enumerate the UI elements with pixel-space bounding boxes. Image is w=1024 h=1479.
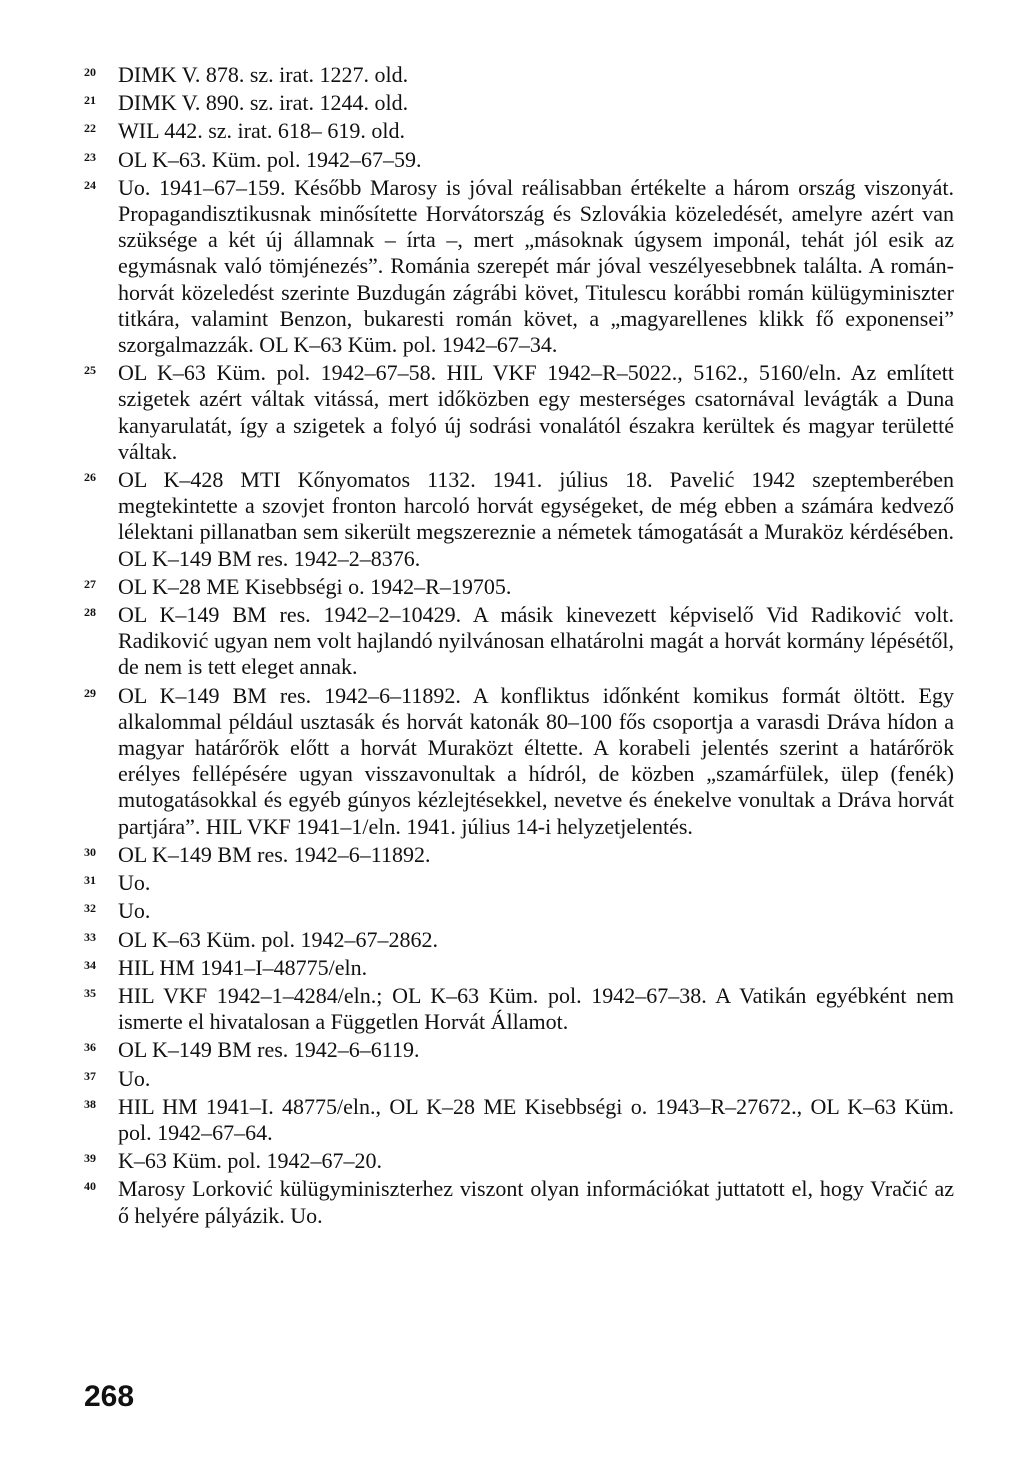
footnote-text: OL K–149 BM res. 1942–2–10429. A másik kinevezett képviselő Vid Radiković volt. Radiković ugyan nem volt hajlandó nyilvánosan elhatárolni magát a horvát kormány lépésétől, de nem is tett eleget annak. — [118, 602, 954, 680]
footnote-text: DIMK V. 890. sz. irat. 1244. old. — [118, 90, 409, 116]
footnote-number: 38 — [84, 1096, 96, 1111]
footnote-number: 21 — [84, 93, 96, 108]
footnote — [84, 842, 954, 868]
footnote — [84, 602, 954, 681]
footnote — [84, 1066, 954, 1092]
footnote — [84, 62, 954, 88]
footnote-number: 35 — [84, 985, 96, 1000]
footnote — [84, 90, 954, 116]
footnote-text: OL K–149 BM res. 1942–6–11892. A konfliktus időnként komikus formát öltött. Egy alkalommal például usztasák és horvát katonák 80–100 fős csoportja a varasdi Dráva hídon a magyar határőrök előtt a horvát Muraközt éltette. A korabeli jelentés szerint a határőrök erélyes fellépésére ugyan visszavonultak a hídról, de közben „szamárfülek, ülep (fenék) mutogatásokkal és egyéb gúnyos kézlejtésekkel, nevetve és énekelve vonultak a Dráva horvát partjára”. HIL VKF 1941–1/eln. 1941. július 14-i helyzetjelentés. — [118, 682, 954, 839]
footnote-number: 37 — [84, 1068, 96, 1083]
footnote-number: 36 — [84, 1040, 96, 1055]
footnote-text: Uo. 1941–67–159. Később Marosy is jóval reálisabban értékelte a három ország viszonyát. Propagandisztikusnak minősítette Horvátország és Szlovákia közeledését, amelyre azért van szüksége a két új államnak – írta –, mert „másoknak úgysem imponál, tehát jól esik az egymásnak való tömjénezés”. Románia szerepét már jóval veszélyesebbnek találta. A román-horvát közeledést szerinte Buzdugán zágrábi követ, Titulescu korábbi román külügyminiszter titkára, valamint Benzon, bukaresti román követ, a „magyarellenes klikk fő exponensei” szorgalmazzák. OL K–63 Küm. pol. 1942–67–34. — [118, 174, 954, 358]
footnote-text: OL K–149 BM res. 1942–6–11892. — [118, 841, 431, 867]
footnote — [84, 360, 954, 465]
footnote-number: 20 — [84, 65, 96, 79]
footnote-text: OL K–149 BM res. 1942–6–6119. — [118, 1037, 420, 1063]
footnotes — [84, 62, 954, 1231]
footnote-text: WIL 442. sz. irat. 618– 619. old. — [118, 118, 405, 144]
footnote-number: 23 — [84, 149, 96, 164]
footnote-number: 29 — [84, 685, 96, 700]
page-number: 268 — [84, 1380, 135, 1413]
footnote — [84, 927, 954, 953]
footnote — [84, 118, 954, 144]
footnote-text: OL K–28 ME Kisebbségi o. 1942–R–19705. — [118, 573, 512, 599]
footnote-text: OL K–63. Küm. pol. 1942–67–59. — [118, 146, 422, 172]
footnote-number: 32 — [84, 901, 96, 916]
footnote — [84, 955, 954, 981]
footnote-text: Marosy Lorković külügyminiszterhez viszont olyan információkat juttatott el, hogy Vračić az ő helyére pályázik. Uo. — [118, 1176, 954, 1228]
footnote — [84, 1148, 954, 1174]
footnote — [84, 870, 954, 896]
footnote-number: 22 — [84, 121, 96, 136]
footnote-number: 27 — [84, 576, 96, 591]
footnote-number: 34 — [84, 957, 96, 972]
footnote-text: Uo. — [118, 870, 151, 896]
footnote-text: Uo. — [118, 898, 151, 924]
footnote — [84, 175, 954, 358]
footnote — [84, 574, 954, 600]
footnote-number: 30 — [84, 844, 96, 859]
footnote-text: HIL HM 1941–I–48775/eln. — [118, 954, 368, 980]
footnote-text: DIMK V. 878. sz. irat. 1227. old. — [118, 62, 409, 87]
footnote — [84, 467, 954, 572]
footnote-number: 39 — [84, 1151, 96, 1166]
footnote-text: Uo. — [118, 1065, 151, 1091]
footnote-text: HIL VKF 1942–1–4284/eln.; OL K–63 Küm. pol. 1942–67–38. A Vatikán egyébként nem ismerte el hivatalosan a Független Horvát Államot. — [118, 982, 954, 1035]
footnote-text: OL K–63 Küm. pol. 1942–67–2862. — [118, 926, 439, 952]
footnote-text: OL K–63 Küm. pol. 1942–67–58. HIL VKF 1942–R–5022., 5162., 5160/eln. Az említett szigetek azért váltak vitássá, mert időközben egy mesterséges csatornával levágták a Duna kanyarulatát, így a szigetek a folyó új sodrási vonalától északra kerültek és magyar területté váltak. — [118, 360, 954, 464]
footnote-number: 33 — [84, 929, 96, 944]
footnote — [84, 1094, 954, 1146]
footnote — [84, 1037, 954, 1063]
footnote — [84, 683, 954, 840]
footnote-number: 31 — [84, 873, 96, 888]
footnote — [84, 1176, 954, 1228]
footnote — [84, 898, 954, 924]
footnote-number: 24 — [84, 177, 96, 192]
footnote-number: 28 — [84, 605, 96, 620]
footnote-text: OL K–428 MTI Kőnyomatos 1132. 1941. július 18. Pavelić 1942 szeptemberében megtekintette a szovjet fronton harcoló horvát egységeket, de még ebben a számára kedvező lélektani pillanatban sem sikerült megszereznie a németek támogatását a Muraköz kérdésében. OL K–149 BM res. 1942–2–8376. — [118, 467, 954, 571]
footnote-number: 26 — [84, 470, 96, 485]
footnote — [84, 147, 954, 173]
footnote-number: 40 — [84, 1179, 96, 1194]
footnote-text: K–63 Küm. pol. 1942–67–20. — [118, 1148, 382, 1174]
footnote — [84, 983, 954, 1035]
footnote-text: HIL HM 1941–I. 48775/eln., OL K–28 ME Kisebbségi o. 1943–R–27672., OL K–63 Küm. pol. 1942–67–64. — [118, 1093, 954, 1145]
footnote-number: 25 — [84, 363, 96, 378]
